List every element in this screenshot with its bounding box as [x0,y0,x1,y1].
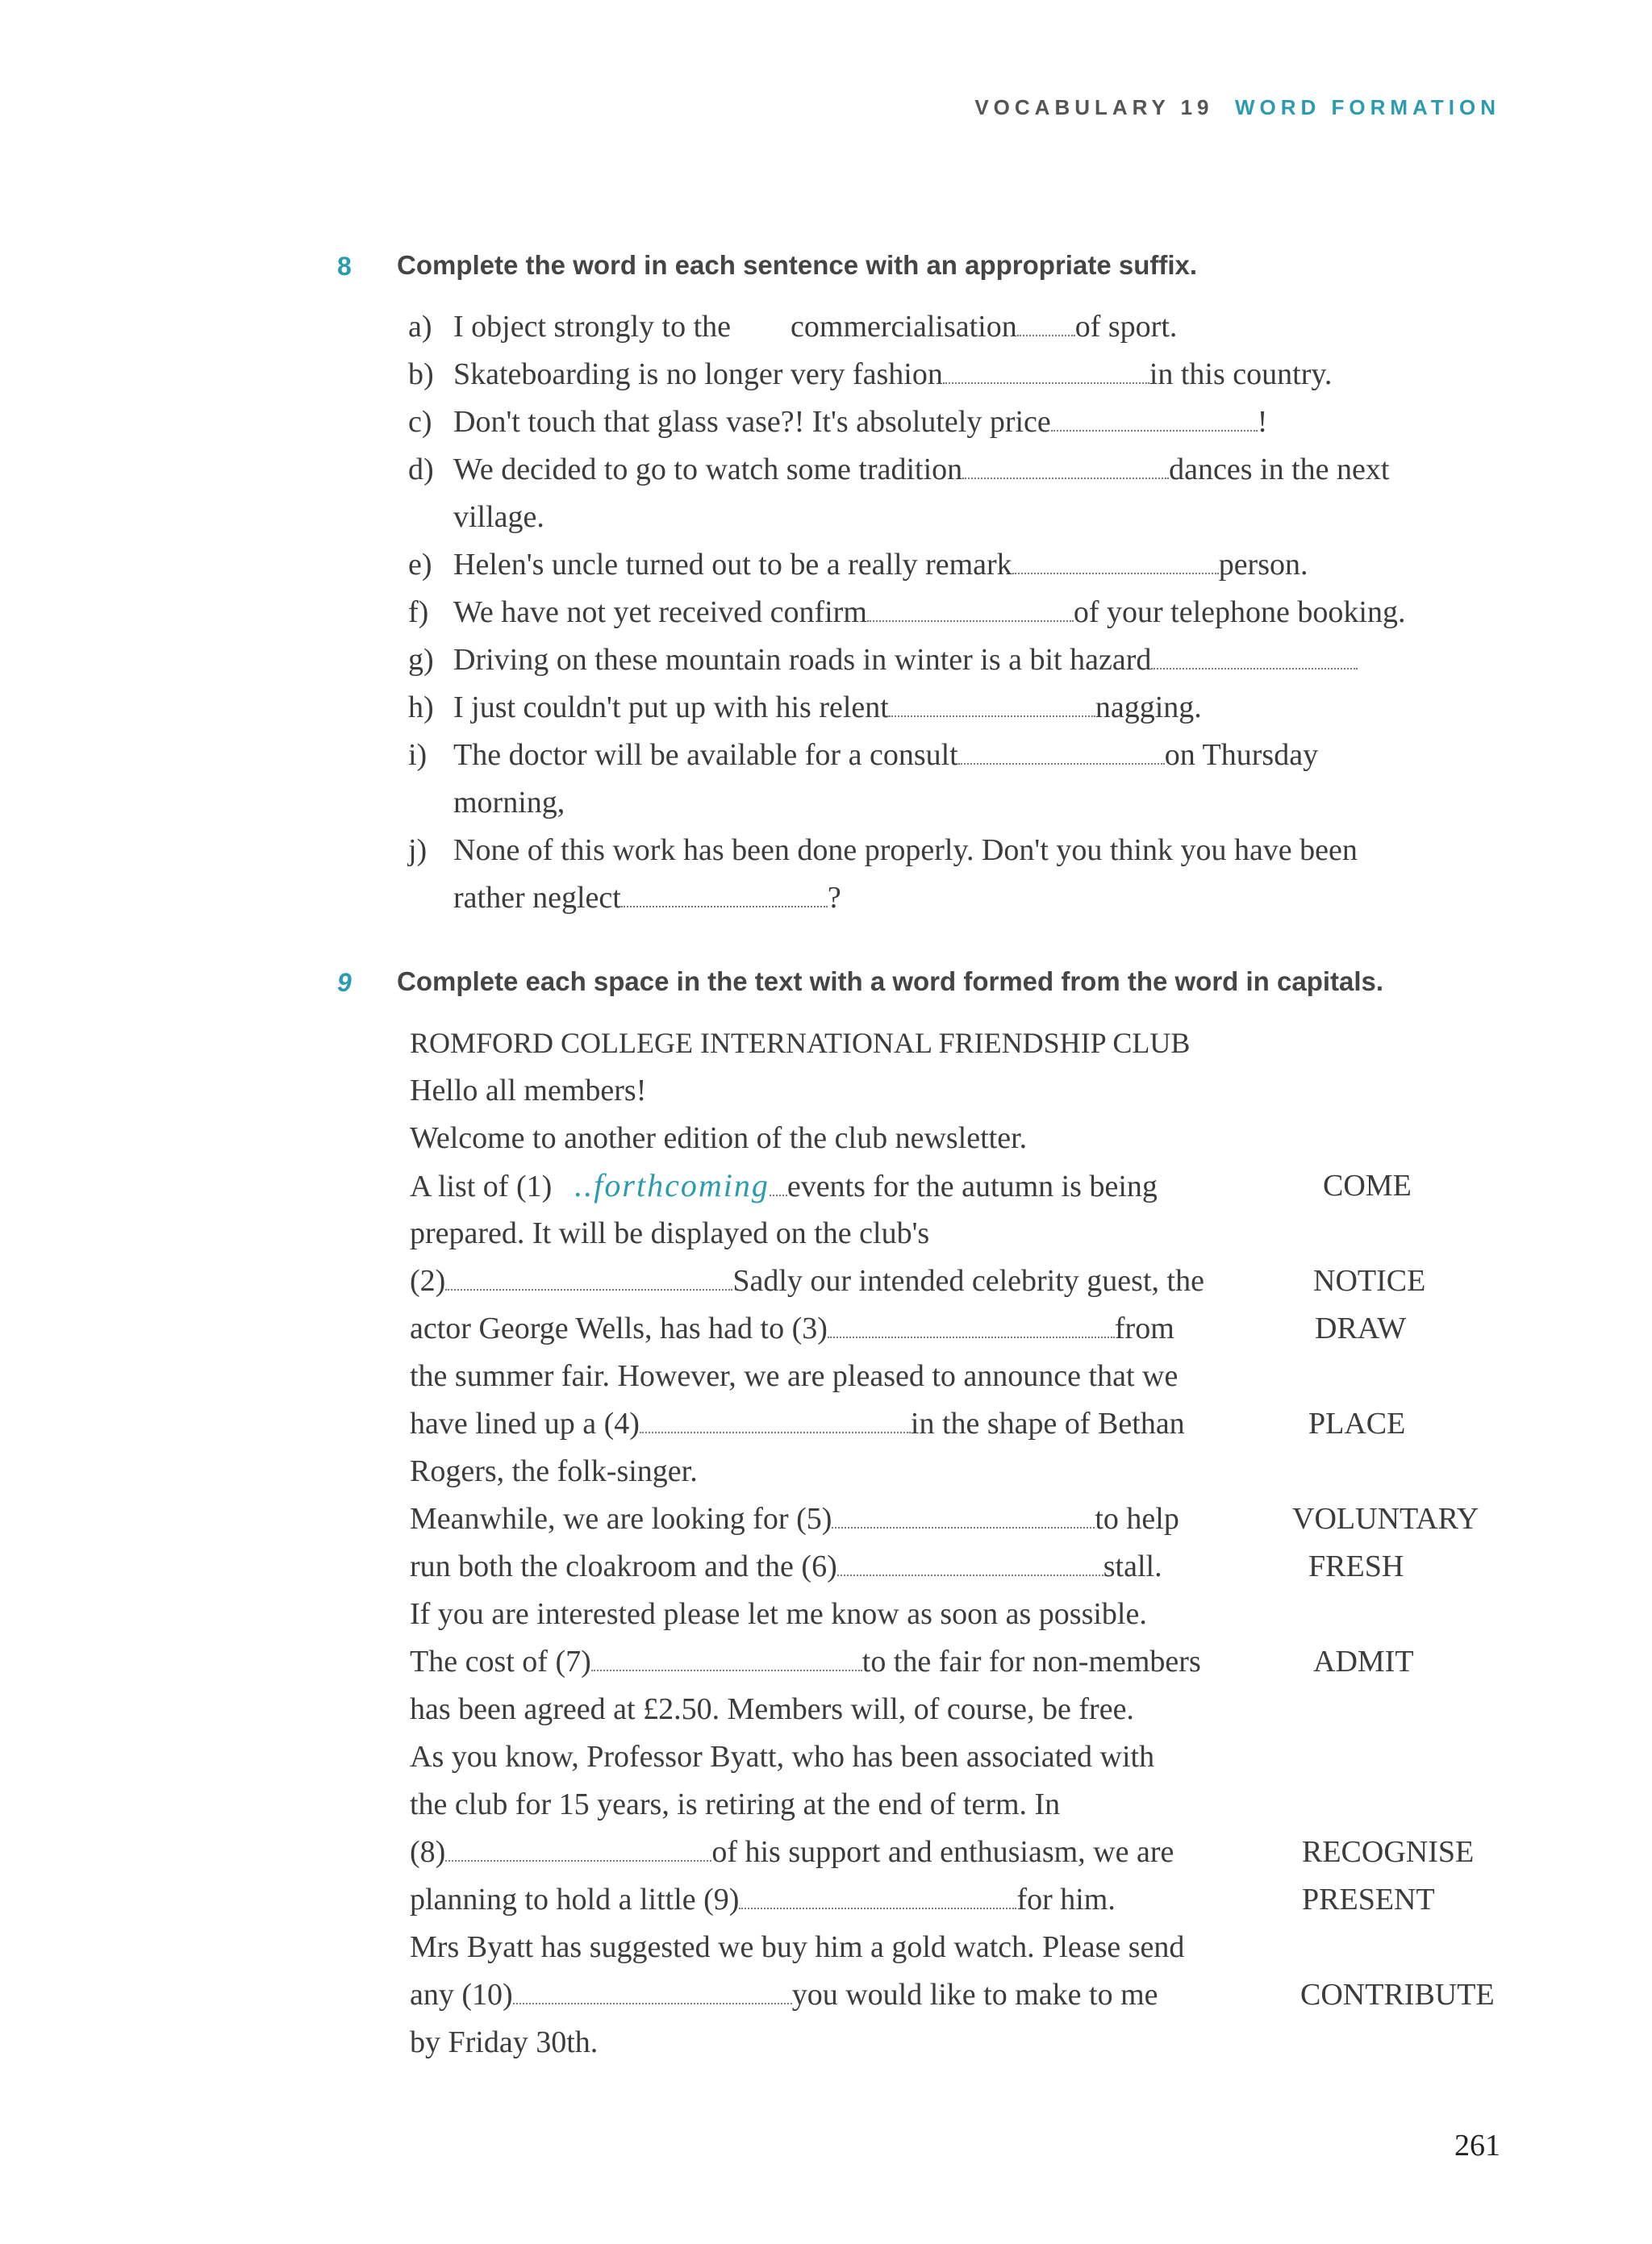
capital-word: COME [1323,1169,1412,1203]
ex8-item-g: g) Driving on these mountain roads in winter is a bit hazard [408,641,1358,678]
blank[interactable] [867,596,1074,622]
text-line-7: Rogers, the folk-singer. [410,1454,698,1488]
page-number: 261 [1454,2129,1500,2163]
text-line-11: The cost of (7) to the fair for non-members [410,1645,1201,1679]
text-line-8: Meanwhile, we are looking for (5) to help [410,1502,1179,1536]
blank-6[interactable] [837,1550,1103,1576]
blank-4[interactable] [640,1408,911,1433]
text-line-16: planning to hold a little (9) for him. [410,1883,1116,1917]
text-line-9: run both the cloakroom and the (6) stall. [410,1550,1162,1583]
text-line-10: If you are interested please let me know as soon as possible. [410,1597,1147,1631]
text-line-14: the club for 15 years, is retiring at the end of term. In [410,1787,1061,1821]
example-answer: ..forthcoming [574,1167,770,1203]
text-line-15: (8) of his support and enthusiasm, we are [410,1835,1174,1869]
capital-word: RECOGNISE [1302,1835,1475,1869]
ex8-item-c: c) Don't touch that glass vase?! It's absolutely price ! [408,405,1268,439]
blank-10[interactable] [513,1979,792,2004]
capital-word: FRESH [1308,1550,1404,1583]
ex8-item-i-cont: morning, [453,786,565,820]
ex8-item-i: i) The doctor will be available for a consult on Thursday [408,738,1319,772]
header-topic: WORD FORMATION [1234,95,1500,119]
newsletter-title: ROMFORD COLLEGE INTERNATIONAL FRIENDSHIP CLUB [410,1027,1191,1059]
capital-word: VOLUNTARY [1292,1502,1479,1536]
blank[interactable] [1012,548,1219,574]
ex8-item-e: e) Helen's uncle turned out to be a really remark person. [408,548,1308,582]
blank[interactable] [1017,311,1075,336]
ex8-item-a: a) I object strongly to the commercialisation of sport. [408,310,1178,344]
text-line-5: the summer fair. However, we are pleased to announce that we [410,1359,1179,1393]
ex8-item-j-cont: rather neglect ? [453,881,841,915]
exercise-8-instruction: Complete the word in each sentence with an appropriate suffix. [397,250,1198,280]
blank[interactable] [1151,644,1358,669]
text-line-18: any (10) you would like to make to me [410,1978,1158,2012]
ex8-item-b: b) Skateboarding is no longer very fashion in this country. [408,357,1333,391]
blank[interactable] [621,882,828,907]
ex8-item-f: f) We have not yet received confirm of your telephone booking. [408,595,1406,629]
capital-word: ADMIT [1313,1645,1414,1679]
blank[interactable] [889,691,1095,717]
blank[interactable] [958,739,1165,765]
blank-3[interactable] [828,1312,1115,1338]
text-line-1: A list of (1) ..forthcoming events for the autumn is being [410,1167,1158,1203]
exercise-9-instruction: Complete each space in the text with a word formed from the word in capitals. [397,966,1384,996]
capital-word: PRESENT [1302,1883,1435,1917]
capital-word: CONTRIBUTE [1300,1978,1495,2012]
text-line-17: Mrs Byatt has suggested we buy him a gold watch. Please send [410,1930,1185,1964]
text-line-13: As you know, Professor Byatt, who has been associated with [410,1740,1155,1774]
blank-2[interactable] [445,1265,732,1291]
blank-5[interactable] [832,1503,1095,1529]
ex8-item-d-cont: village. [453,500,544,534]
text-line-6: have lined up a (4) in the shape of Bethan [410,1407,1185,1441]
header-section: VOCABULARY 19 [974,95,1214,119]
blank[interactable] [943,358,1149,384]
text-line-2: prepared. It will be displayed on the club's [410,1216,930,1250]
blank-7[interactable] [591,1645,862,1671]
capital-word: PLACE [1308,1407,1406,1441]
newsletter-greeting: Hello all members! [410,1074,647,1107]
text-line-3: (2) Sadly our intended celebrity guest, the [410,1264,1204,1298]
blank-8[interactable] [445,1836,711,1862]
text-line-4: actor George Wells, has had to (3) from [410,1312,1174,1345]
capital-word: NOTICE [1313,1264,1426,1298]
ex8-item-j: j) None of this work has been done properly. Don't you think you have been [408,833,1358,867]
blank[interactable] [1051,406,1258,432]
exercise-9-number: 9 [337,968,352,997]
newsletter-intro: Welcome to another edition of the club newsletter. [410,1121,1028,1155]
running-header [974,95,1500,120]
exercise-8-number: 8 [337,252,352,281]
capital-word: DRAW [1315,1312,1407,1345]
blank[interactable] [962,453,1169,479]
text-line-12: has been agreed at £2.50. Members will, of course, be free. [410,1692,1134,1726]
text-line-19: by Friday 30th. [410,2025,599,2059]
blank-9[interactable] [739,1883,1016,1909]
ex8-item-d: d) We decided to go to watch some tradition dances in the next [408,453,1390,486]
ex8-item-h: h) I just couldn't put up with his relent nagging. [408,690,1202,724]
